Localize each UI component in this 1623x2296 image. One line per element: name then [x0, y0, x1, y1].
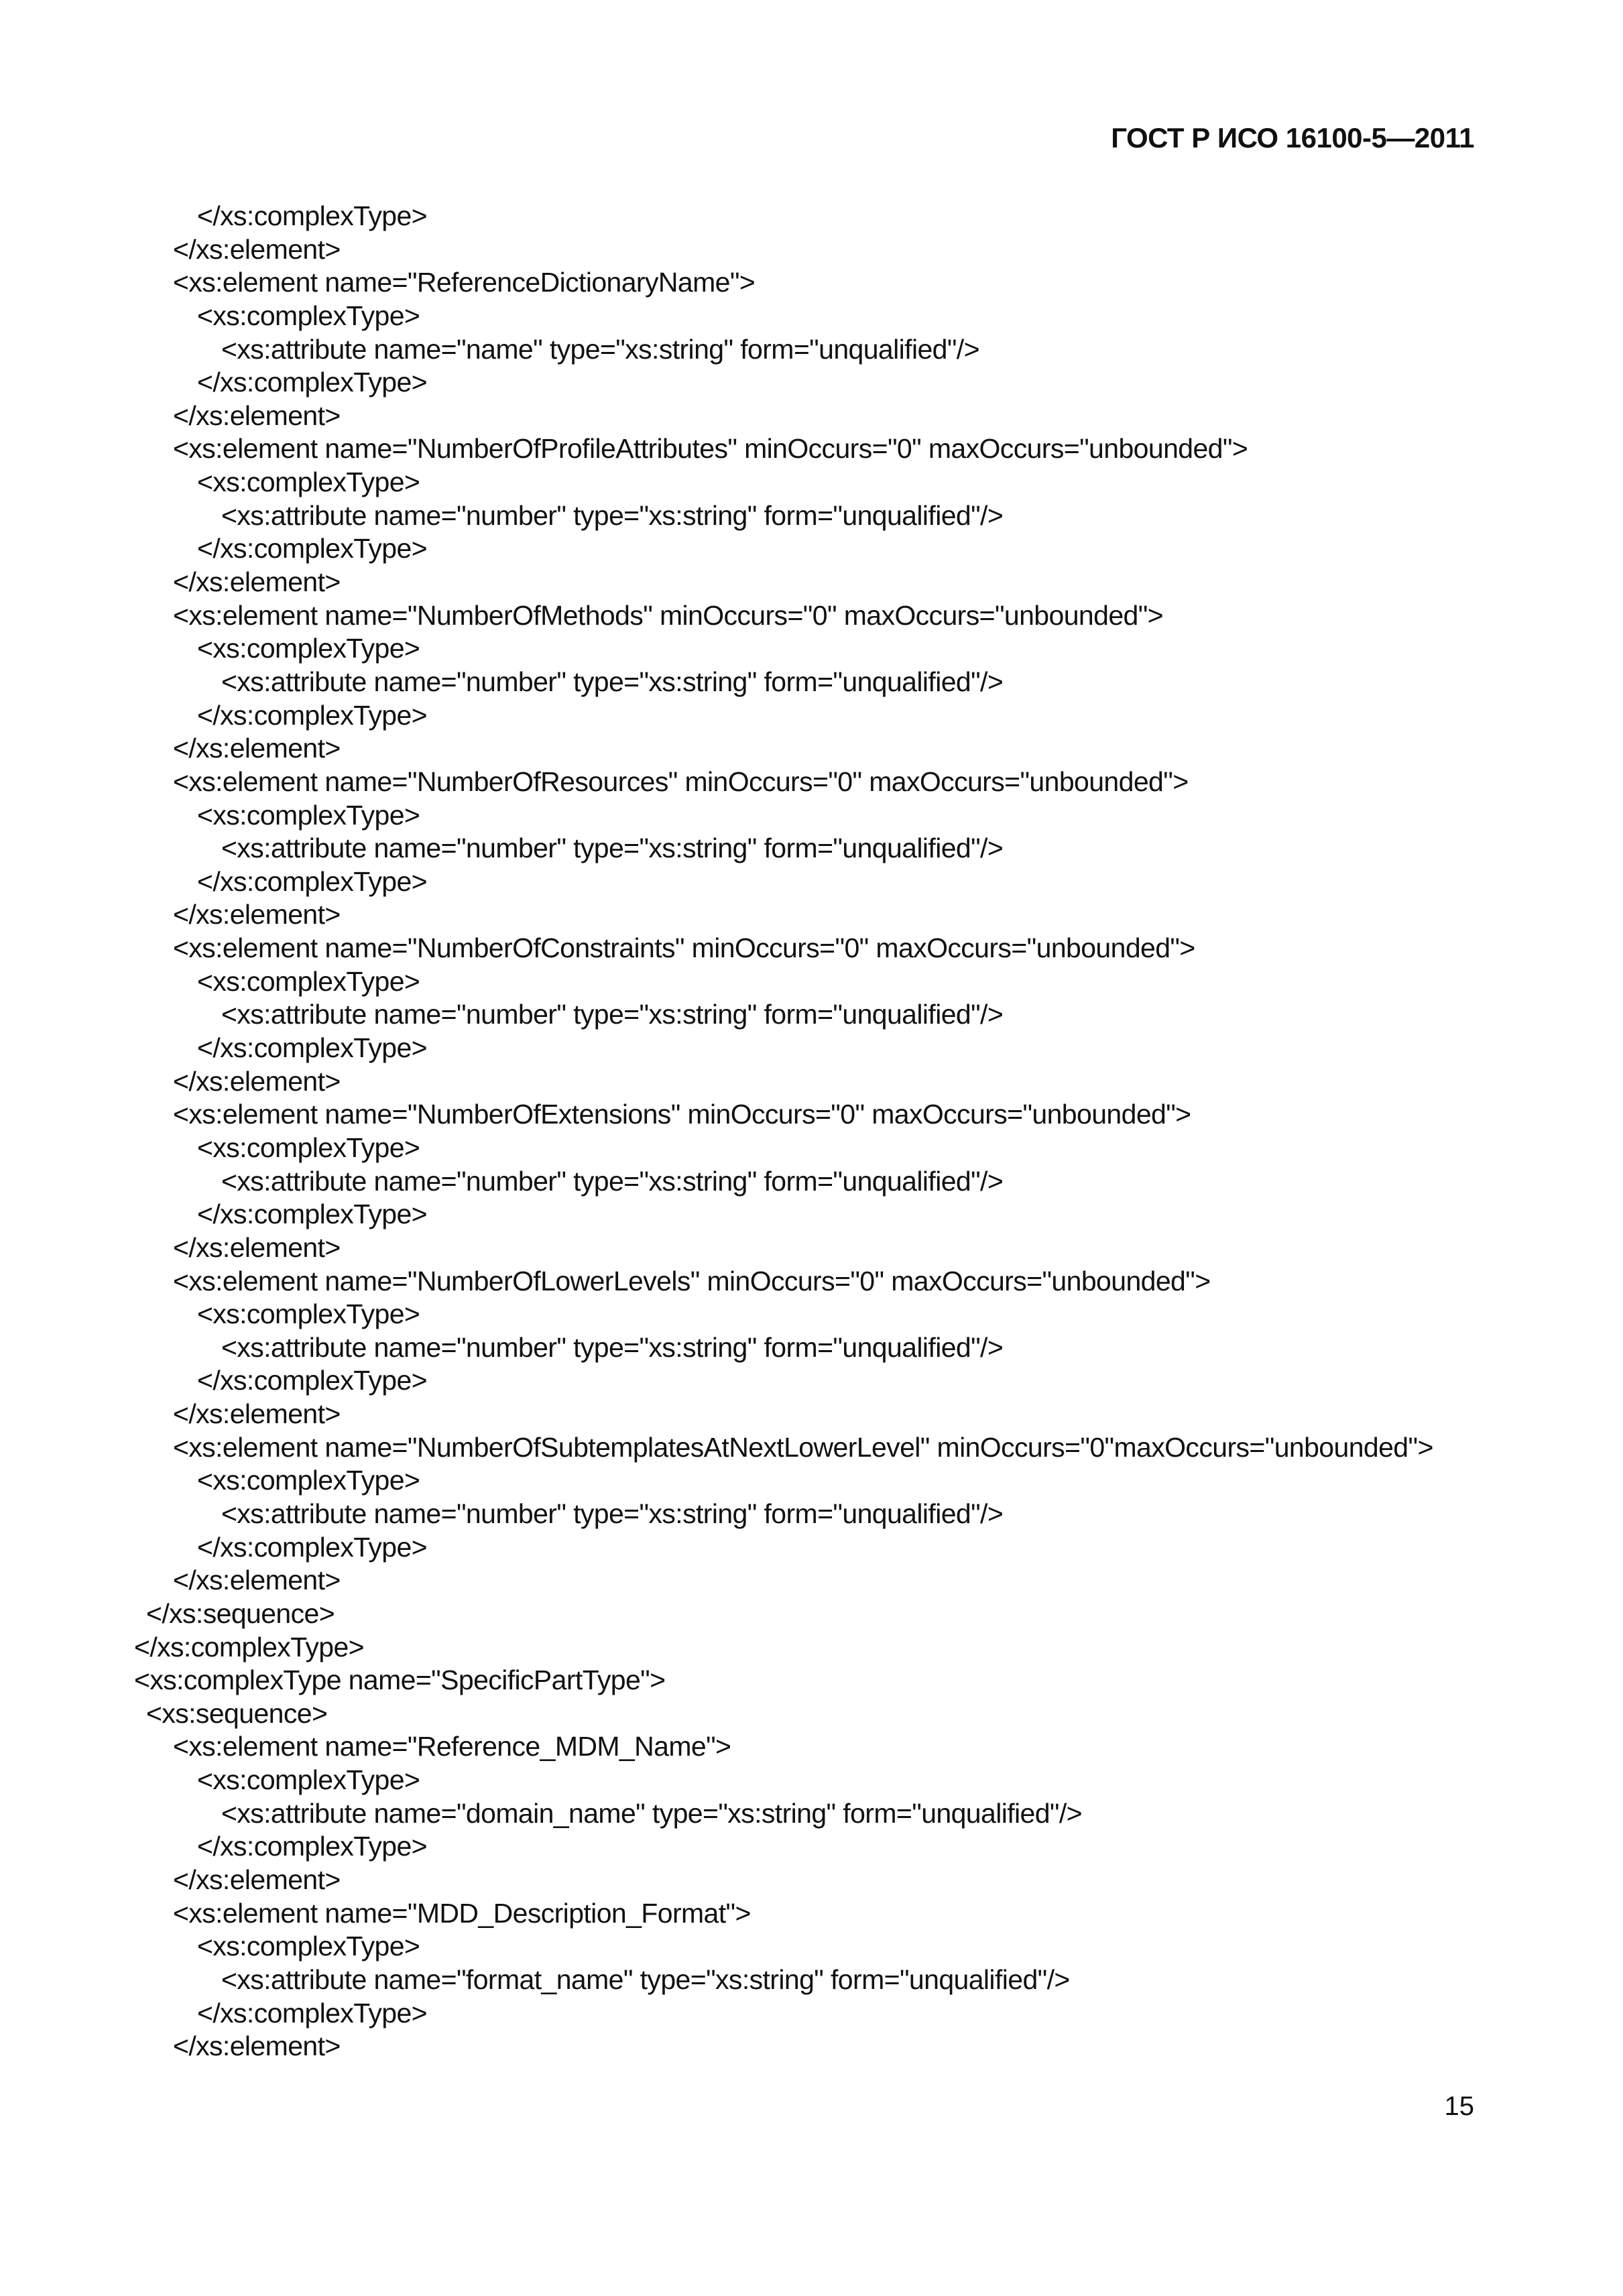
code-line: <xs:complexType> — [197, 1298, 420, 1330]
code-line: <xs:complexType> — [197, 467, 420, 498]
code-line: </xs:complexType> — [197, 1997, 428, 2029]
code-line: <xs:complexType> — [197, 300, 420, 331]
code-line: <xs:complexType> — [197, 633, 420, 664]
code-line: <xs:element name="MDD_Description_Format"> — [173, 1897, 751, 1929]
code-line: <xs:complexType> — [197, 1465, 420, 1496]
code-line: </xs:element> — [173, 1231, 341, 1263]
code-line: <xs:attribute name="number" type="xs:string" form="unqualified"/> — [221, 499, 1004, 531]
code-line: </xs:complexType> — [134, 1631, 365, 1663]
code-line: </xs:element> — [173, 233, 341, 265]
code-line: </xs:element> — [173, 400, 341, 431]
code-line: </xs:complexType> — [197, 200, 428, 231]
code-line: <xs:attribute name="domain_name" type="xs:string" form="unqualified"/> — [221, 1797, 1083, 1829]
code-line: <xs:element name="Reference_MDM_Name"> — [173, 1731, 731, 1762]
code-line: <xs:element name="NumberOfExtensions" minOccurs="0" maxOccurs="unbounded"> — [173, 1099, 1191, 1130]
code-line: </xs:complexType> — [197, 1199, 428, 1230]
code-line: </xs:element> — [173, 899, 341, 930]
code-line: <xs:complexType> — [197, 799, 420, 831]
code-line: <xs:attribute name="number" type="xs:string" form="unqualified"/> — [221, 1165, 1004, 1197]
code-line: <xs:element name="NumberOfSubtemplatesAtNextLowerLevel" minOccurs="0"maxOccurs="unbounded"> — [173, 1431, 1433, 1463]
code-line: <xs:attribute name="name" type="xs:string" form="unqualified"/> — [221, 333, 979, 365]
code-line: <xs:complexType> — [197, 1132, 420, 1163]
code-line: <xs:complexType> — [197, 1764, 420, 1796]
page-number: 15 — [1444, 2092, 1474, 2121]
code-line: </xs:element> — [173, 566, 341, 598]
code-line: <xs:complexType> — [197, 1931, 420, 1962]
code-line: </xs:element> — [173, 733, 341, 764]
code-line: <xs:attribute name="number" type="xs:string" form="unqualified"/> — [221, 999, 1004, 1030]
code-line: </xs:sequence> — [146, 1597, 335, 1629]
code-line: </xs:complexType> — [197, 1032, 428, 1064]
code-line: </xs:complexType> — [197, 699, 428, 731]
code-line: </xs:element> — [173, 2031, 341, 2062]
code-line: </xs:complexType> — [197, 1365, 428, 1396]
code-line: <xs:attribute name="format_name" type="xs:string" form="unqualified"/> — [221, 1963, 1070, 1995]
code-line: <xs:complexType> — [197, 965, 420, 997]
code-line: <xs:sequence> — [146, 1697, 328, 1729]
document-header: ГОСТ Р ИСО 16100-5—2011 — [1111, 122, 1474, 154]
code-line: </xs:complexType> — [197, 1531, 428, 1563]
code-line: <xs:attribute name="number" type="xs:string" form="unqualified"/> — [221, 666, 1004, 697]
code-line: </xs:element> — [173, 1565, 341, 1596]
code-line: </xs:complexType> — [197, 865, 428, 897]
code-line: <xs:element name="NumberOfResources" minOccurs="0" maxOccurs="unbounded"> — [173, 766, 1189, 797]
code-line: </xs:element> — [173, 1864, 341, 1896]
code-line: <xs:attribute name="number" type="xs:string" form="unqualified"/> — [221, 833, 1004, 864]
code-line: <xs:element name="NumberOfProfileAttributes" minOccurs="0" maxOccurs="unbounded"> — [173, 433, 1248, 465]
code-line: <xs:element name="NumberOfMethods" minOccurs="0" maxOccurs="unbounded"> — [173, 599, 1164, 631]
code-line: </xs:element> — [173, 1398, 341, 1430]
code-line: <xs:element name="NumberOfConstraints" minOccurs="0" maxOccurs="unbounded"> — [173, 932, 1195, 964]
code-line: <xs:attribute name="number" type="xs:string" form="unqualified"/> — [221, 1331, 1004, 1363]
code-line: <xs:attribute name="number" type="xs:string" form="unqualified"/> — [221, 1498, 1004, 1529]
code-line: <xs:complexType name="SpecificPartType"> — [134, 1665, 666, 1696]
code-line: </xs:complexType> — [197, 367, 428, 398]
code-line: <xs:element name="ReferenceDictionaryName"> — [173, 267, 756, 298]
code-line: </xs:element> — [173, 1065, 341, 1097]
xml-schema-listing — [134, 200, 1488, 2063]
code-line: <xs:element name="NumberOfLowerLevels" minOccurs="0" maxOccurs="unbounded"> — [173, 1265, 1211, 1296]
code-line: </xs:complexType> — [197, 1831, 428, 1862]
code-line: </xs:complexType> — [197, 533, 428, 564]
